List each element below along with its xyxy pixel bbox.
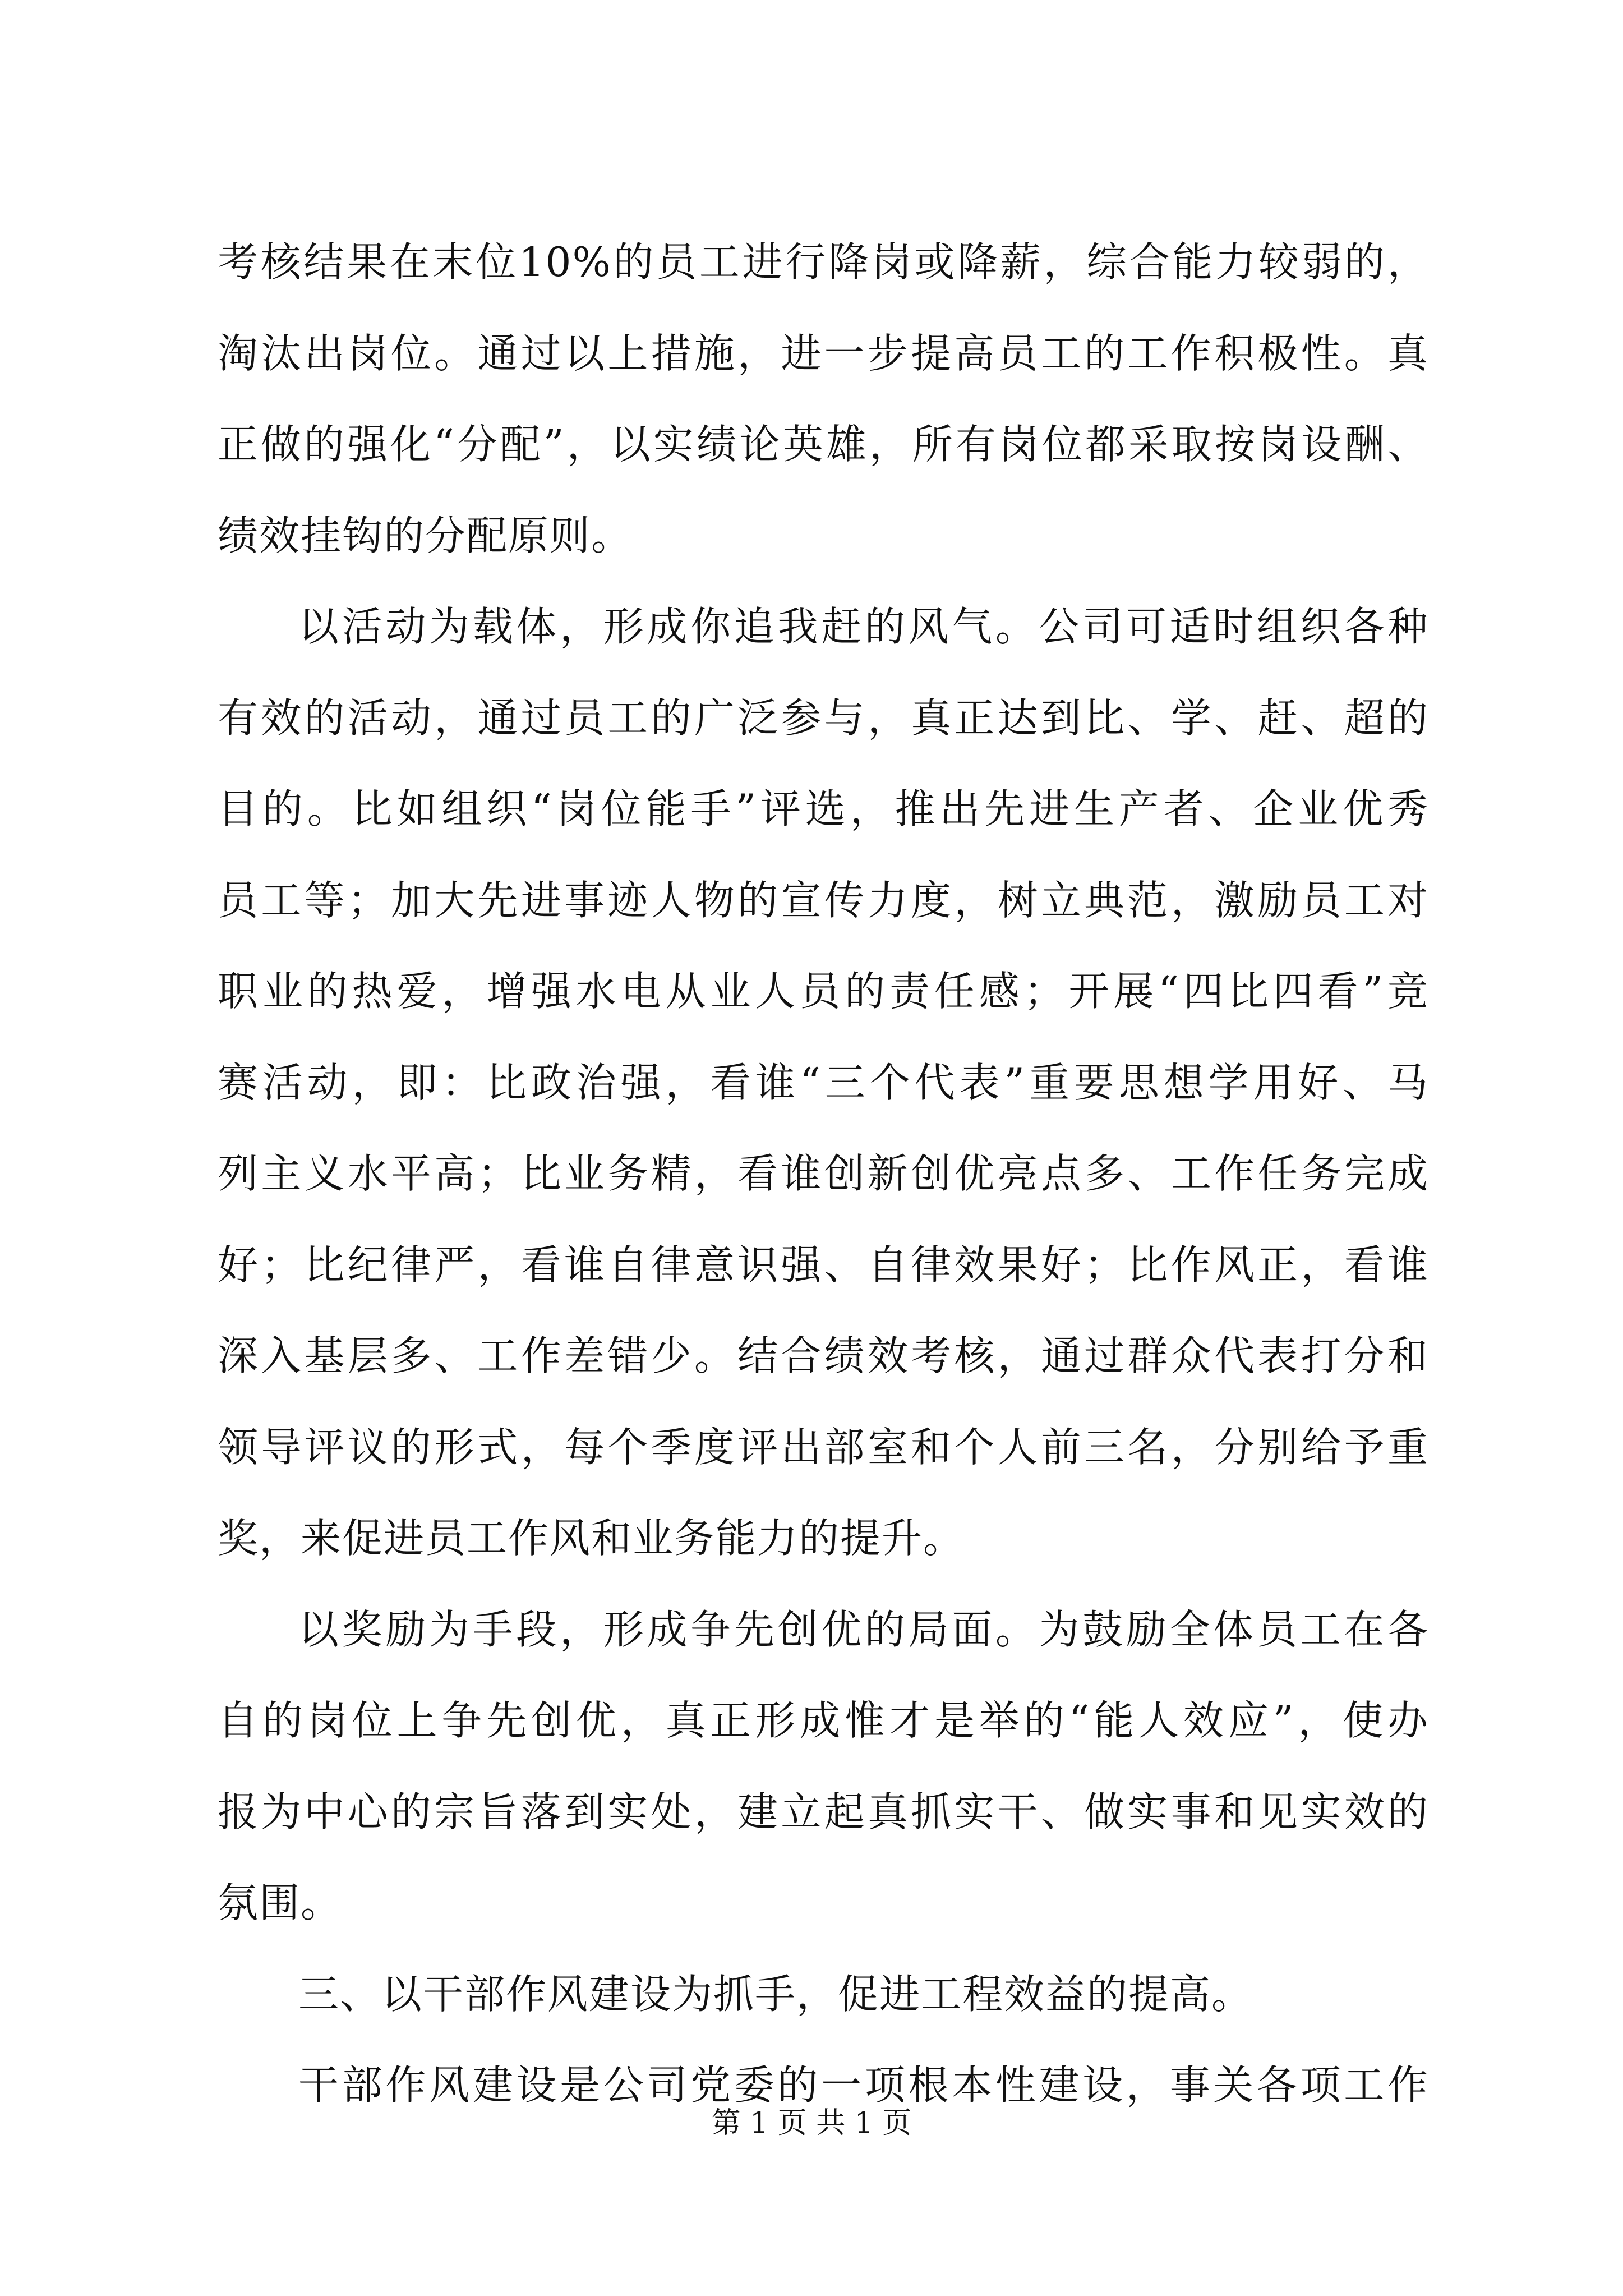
text-line: 奖，来促进员工作风和业务能力的提升。 bbox=[218, 1515, 965, 1562]
text-line: 报为中心的宗旨落到实处，建立起真抓实干、做实事和见实效的 bbox=[218, 1788, 1429, 1835]
text-line: 深入基层多、工作差错少。结合绩效考核，通过群众代表打分和 bbox=[218, 1332, 1429, 1379]
text-line: 领导评议的形式，每个季度评出部室和个人前三名，分别给予重 bbox=[218, 1423, 1429, 1471]
text-line: 干部作风建设是公司党委的一项根本性建设，事关各项工作 bbox=[298, 2062, 1429, 2109]
text-line: 以活动为载体，形成你追我赶的风气。公司可适时组织各种 bbox=[298, 603, 1429, 650]
text-line: 绩效挂钩的分配原则。 bbox=[218, 512, 633, 559]
page-footer: 第 1 页 共 1 页 bbox=[711, 2106, 912, 2140]
text-line: 考核结果在末位10%的员工进行降岗或降薪，综合能力较弱的， bbox=[218, 238, 1429, 286]
text-line: 以奖励为手段，形成争先创优的局面。为鼓励全体员工在各 bbox=[298, 1605, 1429, 1653]
text-line: 氛围。 bbox=[218, 1879, 343, 1926]
text-line: 好；比纪律严，看谁自律意识强、自律效果好；比作风正，看谁 bbox=[218, 1241, 1429, 1289]
document-body bbox=[218, 217, 1429, 2131]
text-line: 职业的热爱，增强水电从业人员的责任感；开展“四比四看”竞 bbox=[218, 968, 1429, 1015]
text-line: 目的。比如组织“岗位能手”评选，推出先进生产者、企业优秀 bbox=[218, 785, 1429, 832]
text-line: 自的岗位上争先创优，真正形成惟才是举的“能人效应”，使办 bbox=[218, 1697, 1429, 1744]
text-line: 有效的活动，通过员工的广泛参与，真正达到比、学、赶、超的 bbox=[218, 694, 1429, 742]
text-line: 正做的强化“分配”，以实绩论英雄，所有岗位都采取按岗设酬、 bbox=[218, 421, 1429, 468]
text-line: 赛活动，即：比政治强，看谁“三个代表”重要思想学用好、马 bbox=[218, 1059, 1429, 1106]
text-line: 淘汰出岗位。通过以上措施，进一步提高员工的工作积极性。真 bbox=[218, 329, 1429, 377]
text-line: 三、以干部作风建设为抓手，促进工程效益的提高。 bbox=[298, 1970, 1253, 2018]
text-line: 列主义水平高；比业务精，看谁创新创优亮点多、工作任务完成 bbox=[218, 1150, 1429, 1197]
text-line: 员工等；加大先进事迹人物的宣传力度，树立典范，激励员工对 bbox=[218, 876, 1429, 924]
